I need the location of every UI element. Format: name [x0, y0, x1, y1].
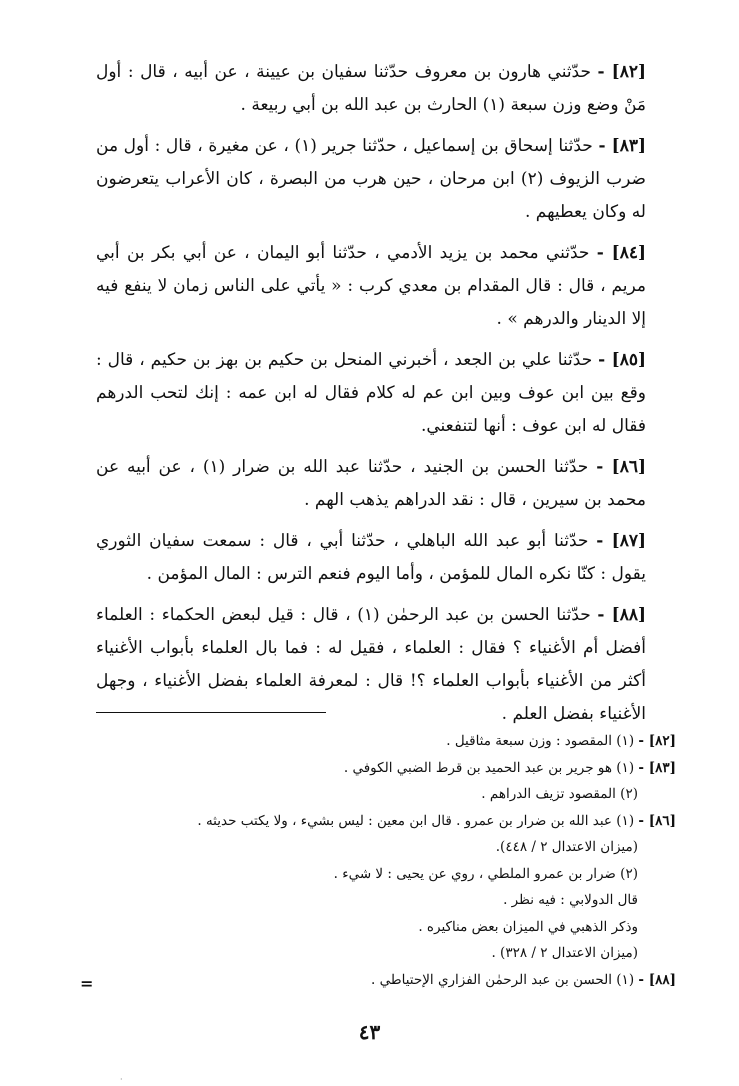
footnote: [96, 887, 676, 914]
footnote-text: (١) عبد الله بن ضرار بن عمرو . قال ابن معين : ليس بشيء ، ولا يكتب حديثه .: [197, 812, 635, 829]
hadith-82: [96, 56, 646, 122]
hadith-number: [٨٣] -: [598, 136, 646, 156]
footnote-ref: [٨٣] -: [638, 759, 676, 776]
footnote: [96, 861, 676, 888]
hadith-number: [٨٥] -: [598, 350, 646, 370]
main-text: [96, 56, 646, 739]
footnote-text: (ميزان الاعتدال ٢ / ٤٤٨).: [495, 839, 638, 855]
hadith-number: [٨٢] -: [597, 62, 646, 82]
footnote: [96, 781, 676, 808]
footnote: [96, 834, 676, 861]
footnote: [96, 808, 676, 835]
hadith-number: [٨٧] -: [596, 531, 646, 551]
hadith-text: حدّثنا علي بن الجعد ، أخبرني المنحل بن حكيم بن بهز بن حكيم ، قال : وقع بين ابن عوف وبين ابن عم له كلام فقال له ابن عمه : إنك لتحب الدرهم فقال له ابن عوف : أنها لتنفعني.: [96, 350, 646, 436]
hadith-86: [96, 451, 646, 517]
hadith-text: حدّثنا الحسن بن عبد الرحمٰن (١) ، قال : قيل لبعض الحكماء : العلماء أفضل أم الأغنياء ؟ فقال : العلماء ، فقيل له : فما بال العلماء بأبواب الأغنياء أكثر من الأغنياء بأبواب العلماء ؟! قال : لمعرفة العلماء بفضل الأغنياء ، وجهل الأغنياء بفضل العلم .: [96, 605, 646, 724]
footnote: [96, 755, 676, 782]
footnote-ref: [٨٢] -: [638, 733, 676, 749]
footnote-text: (١) هو جرير بن عبد الحميد بن قرط الضبي الكوفي .: [343, 759, 635, 776]
footnote: [96, 967, 676, 994]
hadith-85: [96, 344, 646, 443]
footnote: [96, 940, 676, 967]
scan-dot: ·: [120, 1075, 123, 1084]
footnote-ref: [٨٨] -: [638, 971, 676, 988]
footnote-text: (٢) ضرار بن عمرو الملطي ، روي عن يحيى : لا شيء .: [333, 865, 638, 882]
footnote-ref: [٨٦] -: [638, 812, 676, 829]
hadith-87: [96, 525, 646, 591]
footnote: [96, 728, 676, 755]
hadith-number: [٨٦] -: [596, 457, 646, 477]
footnote-text: وذكر الذهبي في الميزان بعض مناكيره .: [418, 918, 638, 935]
hadith-text: حدّثنا إسحاق بن إسماعيل ، حدّثنا جرير (١) ، عن مغيرة ، قال : أول من ضرب الزيوف (٢) ابن مرحان ، حين هرب من البصرة ، كان الأعراب يتعرضون له وكان يعطيهم .: [96, 136, 646, 222]
hadith-83: [96, 130, 646, 229]
footnote-divider: [96, 712, 326, 713]
footnotes: [96, 728, 676, 993]
hadith-number: [٨٤] -: [596, 243, 646, 263]
margin-mark: =: [80, 974, 94, 993]
hadith-84: [96, 237, 646, 336]
page-number: ٤٣: [358, 1020, 381, 1044]
footnote-text: (ميزان الاعتدال ٢ / ٣٢٨) .: [491, 945, 638, 961]
hadith-text: حدّثنا أبو عبد الله الباهلي ، حدّثنا أبي ، قال : سمعت سفيان الثوري يقول : كنّا نكره المال للمؤمن ، وأما اليوم فنعم الترس : المال المؤمن .: [96, 531, 646, 584]
footnote-text: قال الدولابي : فيه نظر .: [503, 892, 638, 908]
hadith-number: [٨٨] -: [597, 605, 646, 625]
footnote-text: (١) الحسن بن عبد الرحمٰن الفزاري الإحتياطي .: [371, 971, 635, 988]
footnote-text: (١) المقصود : وزن سبعة مثاقيل .: [446, 733, 635, 749]
hadith-text: حدّثني هارون بن معروف حدّثنا سفيان بن عيينة ، عن أبيه ، قال : أول مَنْ وضع وزن سبعة (١) الحارث بن عبد الله بن أبي ربيعة .: [96, 62, 646, 115]
hadith-text: حدّثنا الحسن بن الجنيد ، حدّثنا عبد الله بن ضرار (١) ، عن أبيه عن محمد بن سيرين ، قال : نقد الدراهم يذهب الهم .: [96, 457, 646, 510]
footnote-text: (٢) المقصود تزيف الدراهم .: [481, 786, 638, 802]
footnote: [96, 914, 676, 941]
hadith-text: حدّثني محمد بن يزيد الأدمي ، حدّثنا أبو اليمان ، عن أبي بكر بن أبي مريم ، قال : قال المقدام بن معدي كرب : « يأتي على الناس زمان لا ينفع فيه إلا الدينار والدرهم » .: [96, 243, 646, 329]
